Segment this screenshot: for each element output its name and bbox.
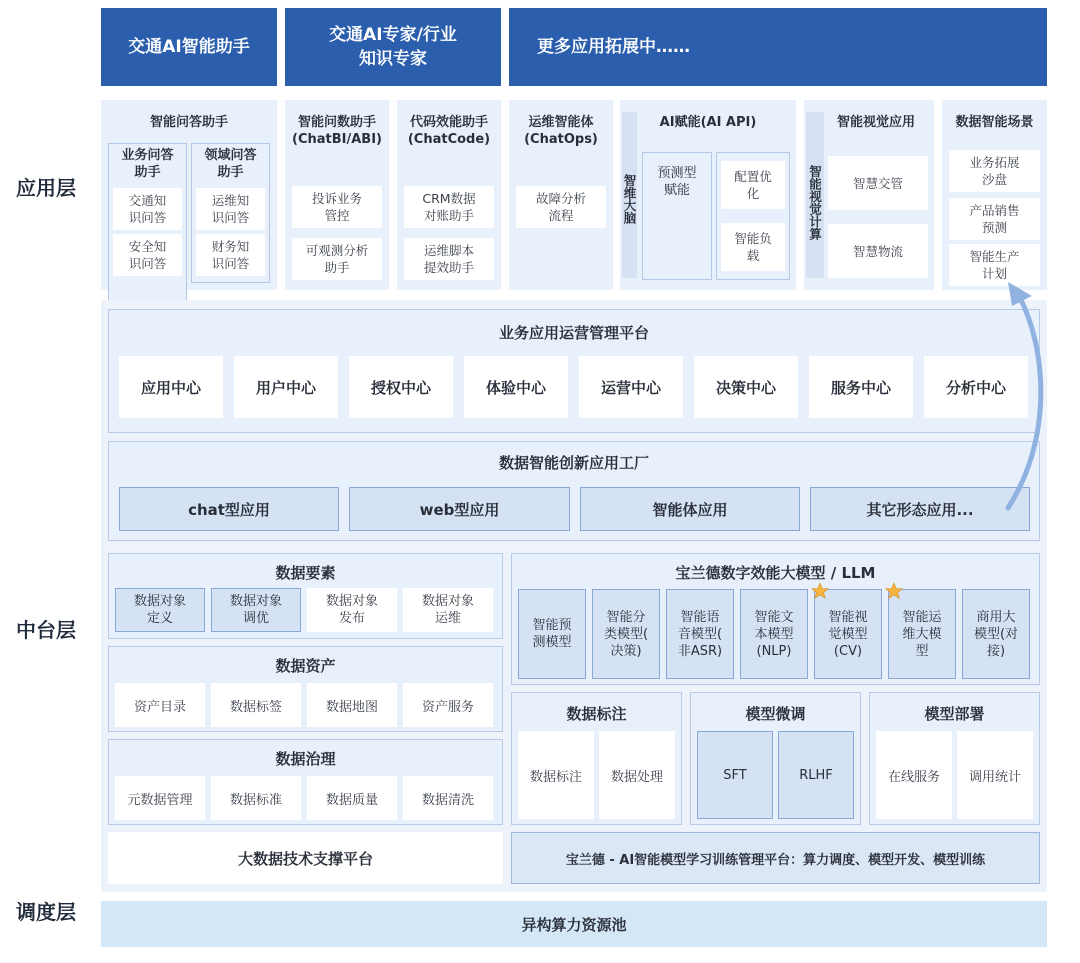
llm-model: 智能运 维大模 型 [888,589,956,679]
chatbi-item: 投诉业务 管控 [292,186,382,228]
chatcode-item: 运维脚本 提效助手 [404,238,494,280]
subpanel-title: 业务问答 助手 [121,148,174,180]
panel-chatbi [285,100,389,290]
subpanel-predict [642,152,712,280]
panel-chatcode [397,100,501,290]
llm-model: 商用大 模型(对 接) [962,589,1030,679]
section-title: 业务应用运营管理平台 [498,324,649,342]
subpanel-config [716,152,790,280]
panel-qa-assistant [101,100,277,290]
data-governance-item: 元数据管理 [115,776,205,820]
panel-ai-api [620,100,796,290]
factory-item: 智能体应用 [580,487,800,531]
aiapi-item: 配置优 化 [721,161,785,209]
layer-label-dispatch: 调度层 [16,900,76,924]
scene-item: 智能生产 计划 [949,244,1040,286]
aiapi-item: 预测型 赋能 [657,166,697,198]
data-element-item: 数据对象 发布 [307,588,397,632]
section-title: 模型部署 [924,705,985,723]
vision-item: 智慧交管 [828,156,928,210]
panel-title: 智能视觉应用 [836,115,915,130]
chatops-item: 故障分析 流程 [516,186,606,228]
section-title: 数据智能创新应用工厂 [498,454,649,472]
deploy-item: 调用统计 [957,731,1033,819]
section-app-factory [108,441,1040,541]
training-platform: 宝兰德 - AI智能模型学习训练管理平台：算力调度、模型开发、模型训练 [511,832,1040,884]
section-title: 数据标注 [566,705,627,723]
header-more-apps: 更多应用拓展中…… [509,8,1047,86]
ops-item: 体验中心 [464,356,568,418]
section-title: 数据治理 [275,750,336,768]
header-traffic-ai-assistant: 交通AI智能助手 [101,8,277,86]
chatbi-item: 可观测分析 助手 [292,238,382,280]
annotation-item: 数据标注 [518,731,594,819]
side-label-vision-compute: 智能视觉计算 [807,164,823,240]
section-ops-platform [108,309,1040,433]
qa-item: 运维知 识问答 [196,188,265,230]
deploy-item: 在线服务 [876,731,952,819]
data-asset-item: 资产目录 [115,683,205,727]
ops-item: 用户中心 [234,356,338,418]
ops-item: 授权中心 [349,356,453,418]
factory-item: web型应用 [349,487,570,531]
llm-model: 智能分 类模型( 决策) [592,589,660,679]
scene-item: 业务拓展 沙盘 [949,150,1040,192]
data-element-item: 数据对象 定义 [115,588,205,632]
panel-vision [804,100,934,290]
panel-title: 智能问数助手 (ChatBI/ABI) [292,115,382,147]
scene-item: 产品销售 预测 [949,198,1040,240]
ops-item: 运营中心 [579,356,683,418]
annotation-item: 数据处理 [599,731,675,819]
section-title: 模型微调 [745,705,806,723]
factory-item: chat型应用 [119,487,339,531]
vision-item: 智慧物流 [828,224,928,278]
llm-model: 智能视 觉模型 (CV) [814,589,882,679]
chatcode-item: CRM数据 对账助手 [404,186,494,228]
section-data-assets [108,646,503,732]
header-traffic-ai-expert: 交通AI专家/行业 知识专家 [285,8,501,86]
data-element-item: 数据对象 运维 [403,588,493,632]
subpanel-domain-qa [191,143,270,283]
bigdata-platform: 大数据技术支撑平台 [108,832,503,884]
llm-model: 智能预 测模型 [518,589,586,679]
section-llm [511,553,1040,685]
qa-item: 财务知 识问答 [196,234,265,276]
panel-title: 数据智能场景 [955,115,1034,130]
ops-item: 分析中心 [924,356,1028,418]
subpanel-title: 领域问答 助手 [204,148,257,180]
section-title: 宝兰德数字效能大模型 / LLM [675,564,876,582]
panel-title: 智能问答助手 [149,115,228,130]
factory-item: 其它形态应用... [810,487,1030,531]
llm-model: 智能文 本模型 (NLP) [740,589,808,679]
aiapi-item: 智能负 载 [721,223,785,271]
finetune-item: RLHF [778,731,854,819]
qa-item: 交通知 识问答 [113,188,182,230]
panel-data-scene [942,100,1047,290]
llm-model: 智能语 音模型( 非ASR) [666,589,734,679]
section-finetune [690,692,861,825]
data-governance-item: 数据质量 [307,776,397,820]
data-asset-item: 资产服务 [403,683,493,727]
qa-item: 安全知 识问答 [113,234,182,276]
side-label-brain: 智维大脑 [622,174,637,224]
layer-label-middle: 中台层 [16,618,76,642]
finetune-item: SFT [697,731,773,819]
section-data-governance [108,739,503,825]
data-governance-item: 数据清洗 [403,776,493,820]
ops-item: 决策中心 [694,356,798,418]
panel-title: AI赋能(AI API) [659,115,757,130]
data-asset-item: 数据地图 [307,683,397,727]
panel-title: 运维智能体 (ChatOps) [524,115,598,147]
star-icon [811,582,829,600]
panel-title: 代码效能助手 (ChatCode) [407,115,491,147]
section-title: 数据要素 [275,564,336,582]
data-element-item: 数据对象 调优 [211,588,301,632]
curved-arrow-icon [990,280,1060,520]
star-icon [885,582,903,600]
resource-pool: 异构算力资源池 [101,901,1047,947]
section-title: 数据资产 [275,657,336,675]
ops-item: 应用中心 [119,356,223,418]
data-governance-item: 数据标准 [211,776,301,820]
section-data-elements [108,553,503,639]
ops-item: 服务中心 [809,356,913,418]
section-deploy [869,692,1040,825]
panel-chatops [509,100,613,290]
section-annotation [511,692,682,825]
layer-label-app: 应用层 [16,176,76,200]
data-asset-item: 数据标签 [211,683,301,727]
